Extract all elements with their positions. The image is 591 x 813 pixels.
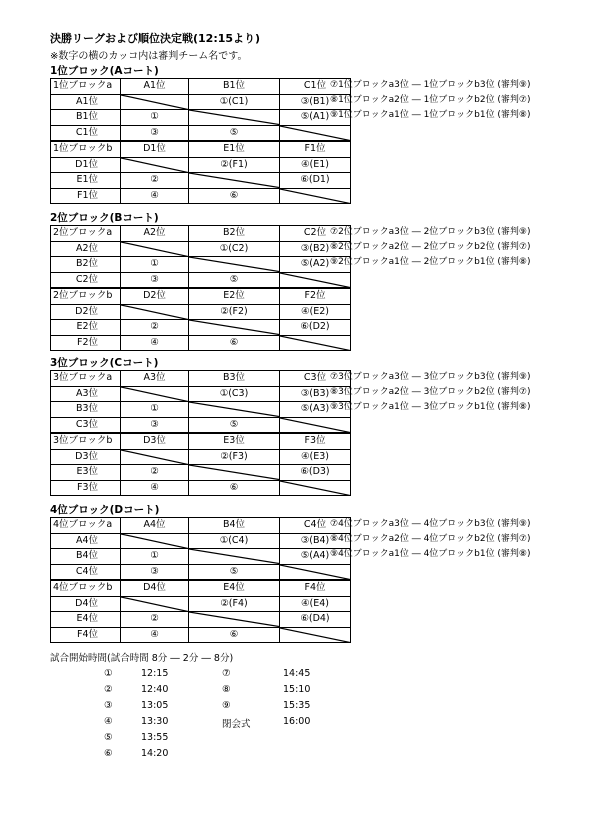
row-header: C3位	[51, 417, 121, 433]
schedule-start-time: 12:15	[141, 668, 169, 679]
table-row	[51, 335, 351, 351]
diagonal-line	[280, 126, 350, 141]
match-cell: ②	[121, 173, 189, 189]
referee-note: ※数字の横のカッコ内は審判チーム名です。	[50, 51, 248, 62]
table-row	[51, 320, 351, 336]
playoff-match-list	[330, 225, 531, 270]
diagonal-cell	[280, 335, 351, 351]
diagonal-line	[121, 534, 188, 549]
row-header: B4位	[51, 549, 121, 565]
schedule-start-time: 15:10	[283, 684, 311, 695]
diagonal-line	[280, 418, 350, 433]
schedule-start-time: 13:05	[141, 700, 169, 711]
playoff-match: ⑨1位ブロックa1位 ― 1位ブロックb1位 (審判⑧)	[330, 110, 531, 120]
playoff-match: ⑦3位ブロックa3位 ― 3位ブロックb3位 (審判⑨)	[330, 372, 531, 382]
table-row	[51, 110, 351, 126]
table-row	[51, 257, 351, 273]
diagonal-cell	[280, 564, 351, 580]
match-cell: ⑤(A3)	[280, 402, 351, 418]
diagonal-cell	[280, 272, 351, 288]
page-title: 決勝リーグおよび順位決定戦(12:15より)	[50, 32, 261, 45]
column-header: B3位	[189, 371, 280, 387]
diagonal-cell	[121, 304, 189, 320]
row-header: B2位	[51, 257, 121, 273]
match-cell: ④(E1)	[280, 157, 351, 173]
group-corner-label: 1位ブロックb	[51, 141, 121, 157]
match-cell: ③	[121, 564, 189, 580]
playoff-match: ⑨2位ブロックa1位 ― 2位ブロックb1位 (審判⑧)	[330, 257, 531, 267]
diagonal-cell	[189, 465, 280, 481]
diagonal-line	[121, 158, 188, 173]
schedule-game-number: ④	[104, 716, 113, 727]
match-cell: ⑥	[189, 335, 280, 351]
block-heading: 2位ブロック(Bコート)	[50, 212, 159, 224]
diagonal-cell	[121, 94, 189, 110]
table-row	[51, 564, 351, 580]
column-header: E1位	[189, 141, 280, 157]
match-cell: ①(C3)	[189, 386, 280, 402]
match-cell: ④	[121, 188, 189, 204]
column-header: A4位	[121, 518, 189, 534]
playoff-match: ⑦1位ブロックa3位 ― 1位ブロックb3位 (審判⑨)	[330, 80, 531, 90]
column-header: E3位	[189, 433, 280, 449]
playoff-match: ⑧4位ブロックa2位 ― 4位ブロックb2位 (審判⑦)	[330, 534, 531, 544]
schedule-game-number: ①	[104, 668, 113, 679]
match-cell: ⑤(A1)	[280, 110, 351, 126]
playoff-match: ⑦2位ブロックa3位 ― 2位ブロックb3位 (審判⑨)	[330, 227, 531, 237]
block-heading: 1位ブロック(Aコート)	[50, 65, 159, 77]
diagonal-cell	[121, 386, 189, 402]
group-header-row	[51, 371, 351, 387]
group-header-row	[51, 288, 351, 304]
group-corner-label: 1位ブロックa	[51, 79, 121, 95]
diagonal-line	[189, 173, 279, 188]
match-cell: ⑥(D2)	[280, 320, 351, 336]
row-header: F4位	[51, 627, 121, 643]
column-header: A2位	[121, 226, 189, 242]
row-header: B3位	[51, 402, 121, 418]
match-cell: ①	[121, 110, 189, 126]
match-cell: ③	[121, 272, 189, 288]
playoff-match: ⑦4位ブロックa3位 ― 4位ブロックb3位 (審判⑨)	[330, 519, 531, 529]
diagonal-line	[189, 110, 279, 125]
diagonal-line	[189, 402, 279, 417]
group-corner-label: 4位ブロックa	[51, 518, 121, 534]
block-heading: 4位ブロック(Dコート)	[50, 504, 160, 516]
diagonal-line	[121, 305, 188, 320]
match-cell: ④(E2)	[280, 304, 351, 320]
match-cell: ①(C4)	[189, 533, 280, 549]
schedule-start-time: 14:45	[283, 668, 311, 679]
diagonal-cell	[121, 157, 189, 173]
column-header: A3位	[121, 371, 189, 387]
playoff-match: ⑨3位ブロックa1位 ― 3位ブロックb1位 (審判⑧)	[330, 402, 531, 412]
column-header: A1位	[121, 79, 189, 95]
column-header: F3位	[280, 433, 351, 449]
diagonal-cell	[121, 241, 189, 257]
row-header: F2位	[51, 335, 121, 351]
match-cell: ③(B2)	[280, 241, 351, 257]
diagonal-line	[121, 387, 188, 402]
row-header: C2位	[51, 272, 121, 288]
table-row	[51, 272, 351, 288]
schedule-game-number: ⑦	[222, 668, 231, 679]
schedule-start-time: 16:00	[283, 716, 311, 727]
column-header: C4位	[280, 518, 351, 534]
table-row	[51, 188, 351, 204]
table-row	[51, 304, 351, 320]
diagonal-line	[189, 549, 279, 564]
row-header: F3位	[51, 480, 121, 496]
block-table	[50, 225, 351, 351]
diagonal-line	[121, 597, 188, 612]
match-cell: ⑤	[189, 417, 280, 433]
match-cell: ⑥(D4)	[280, 612, 351, 628]
match-cell: ①(C1)	[189, 94, 280, 110]
table-row	[51, 449, 351, 465]
diagonal-cell	[121, 533, 189, 549]
diagonal-cell	[280, 627, 351, 643]
match-cell: ②(F2)	[189, 304, 280, 320]
group-corner-label: 2位ブロックb	[51, 288, 121, 304]
column-header: E2位	[189, 288, 280, 304]
table-row	[51, 402, 351, 418]
column-header: C3位	[280, 371, 351, 387]
match-cell: ②	[121, 465, 189, 481]
schedule-start-time: 14:20	[141, 748, 169, 759]
row-header: C4位	[51, 564, 121, 580]
column-header: D3位	[121, 433, 189, 449]
column-header: C2位	[280, 226, 351, 242]
row-header: A2位	[51, 241, 121, 257]
match-cell: ①	[121, 402, 189, 418]
row-header: D1位	[51, 157, 121, 173]
table-row	[51, 94, 351, 110]
table-row	[51, 125, 351, 141]
group-corner-label: 3位ブロックb	[51, 433, 121, 449]
column-header: C1位	[280, 79, 351, 95]
diagonal-line	[189, 465, 279, 480]
playoff-match-list	[330, 370, 531, 415]
table-row	[51, 549, 351, 565]
match-cell: ⑥(D3)	[280, 465, 351, 481]
diagonal-cell	[189, 549, 280, 565]
table-row	[51, 241, 351, 257]
group-corner-label: 2位ブロックa	[51, 226, 121, 242]
row-header: D3位	[51, 449, 121, 465]
column-header: D1位	[121, 141, 189, 157]
match-cell: ⑥	[189, 480, 280, 496]
table-row	[51, 480, 351, 496]
row-header: A1位	[51, 94, 121, 110]
schedule-game-number: ⑤	[104, 732, 113, 743]
match-cell: ④	[121, 627, 189, 643]
diagonal-line	[280, 273, 350, 288]
column-header: B1位	[189, 79, 280, 95]
row-header: A4位	[51, 533, 121, 549]
diagonal-cell	[189, 110, 280, 126]
schedule-game-number: ②	[104, 684, 113, 695]
group-header-row	[51, 580, 351, 596]
diagonal-cell	[189, 402, 280, 418]
table-row	[51, 533, 351, 549]
match-cell: ③	[121, 417, 189, 433]
diagonal-line	[189, 612, 279, 627]
playoff-match-list	[330, 78, 531, 123]
diagonal-cell	[121, 449, 189, 465]
group-corner-label: 3位ブロックa	[51, 371, 121, 387]
column-header: B2位	[189, 226, 280, 242]
group-header-row	[51, 226, 351, 242]
group-header-row	[51, 518, 351, 534]
playoff-match: ⑨4位ブロックa1位 ― 4位ブロックb1位 (審判⑧)	[330, 549, 531, 559]
schedule-heading: 試合開始時間(試合時間 8分 ― 2分 ― 8分)	[50, 653, 234, 664]
playoff-match: ⑧3位ブロックa2位 ― 3位ブロックb2位 (審判⑦)	[330, 387, 531, 397]
match-cell: ⑤(A4)	[280, 549, 351, 565]
group-header-row	[51, 79, 351, 95]
schedule-start-time: 13:30	[141, 716, 169, 727]
match-cell: ⑤	[189, 125, 280, 141]
diagonal-line	[280, 189, 350, 204]
group-header-row	[51, 141, 351, 157]
table-row	[51, 627, 351, 643]
diagonal-cell	[189, 173, 280, 189]
diagonal-cell	[189, 612, 280, 628]
column-header: B4位	[189, 518, 280, 534]
row-header: E4位	[51, 612, 121, 628]
diagonal-line	[121, 95, 188, 110]
match-cell: ⑤(A2)	[280, 257, 351, 273]
match-cell: ②(F3)	[189, 449, 280, 465]
match-cell: ③(B1)	[280, 94, 351, 110]
row-header: A3位	[51, 386, 121, 402]
diagonal-line	[121, 450, 188, 465]
table-row	[51, 596, 351, 612]
table-row	[51, 386, 351, 402]
match-cell: ④	[121, 335, 189, 351]
match-cell: ④(E3)	[280, 449, 351, 465]
row-header: F1位	[51, 188, 121, 204]
schedule-start-time: 12:40	[141, 684, 169, 695]
match-cell: ①	[121, 257, 189, 273]
diagonal-cell	[280, 125, 351, 141]
row-header: D2位	[51, 304, 121, 320]
block-heading: 3位ブロック(Cコート)	[50, 357, 159, 369]
match-cell: ④	[121, 480, 189, 496]
playoff-match: ⑧2位ブロックa2位 ― 2位ブロックb2位 (審判⑦)	[330, 242, 531, 252]
match-cell: ⑥	[189, 188, 280, 204]
column-header: E4位	[189, 580, 280, 596]
column-header: D2位	[121, 288, 189, 304]
block-table	[50, 78, 351, 204]
match-cell: ⑥	[189, 627, 280, 643]
table-row	[51, 465, 351, 481]
column-header: F1位	[280, 141, 351, 157]
group-header-row	[51, 433, 351, 449]
match-cell: ③(B4)	[280, 533, 351, 549]
match-cell: ⑥(D1)	[280, 173, 351, 189]
row-header: B1位	[51, 110, 121, 126]
row-header: E2位	[51, 320, 121, 336]
match-cell: ⑤	[189, 272, 280, 288]
diagonal-line	[280, 565, 350, 580]
diagonal-cell	[280, 188, 351, 204]
schedule-game-number: ⑧	[222, 684, 231, 695]
diagonal-line	[280, 481, 350, 496]
schedule-start-time: 13:55	[141, 732, 169, 743]
block-table	[50, 517, 351, 643]
schedule-game-number: 閉会式	[222, 719, 251, 730]
match-cell: ②	[121, 612, 189, 628]
match-cell: ②(F4)	[189, 596, 280, 612]
match-cell: ②(F1)	[189, 157, 280, 173]
group-corner-label: 4位ブロックb	[51, 580, 121, 596]
playoff-match: ⑧1位ブロックa2位 ― 1位ブロックb2位 (審判⑦)	[330, 95, 531, 105]
table-row	[51, 173, 351, 189]
diagonal-cell	[121, 596, 189, 612]
column-header: F2位	[280, 288, 351, 304]
row-header: C1位	[51, 125, 121, 141]
match-cell: ③(B3)	[280, 386, 351, 402]
diagonal-line	[121, 242, 188, 257]
row-header: E3位	[51, 465, 121, 481]
table-row	[51, 157, 351, 173]
diagonal-cell	[189, 257, 280, 273]
diagonal-cell	[280, 417, 351, 433]
match-cell: ①	[121, 549, 189, 565]
diagonal-cell	[280, 480, 351, 496]
match-cell: ①(C2)	[189, 241, 280, 257]
match-cell: ②	[121, 320, 189, 336]
row-header: D4位	[51, 596, 121, 612]
schedule-game-number: ③	[104, 700, 113, 711]
row-header: E1位	[51, 173, 121, 189]
diagonal-cell	[189, 320, 280, 336]
match-cell: ③	[121, 125, 189, 141]
match-cell: ⑤	[189, 564, 280, 580]
diagonal-line	[189, 257, 279, 272]
playoff-match-list	[330, 517, 531, 562]
schedule-game-number: ⑨	[222, 700, 231, 711]
column-header: D4位	[121, 580, 189, 596]
block-table	[50, 370, 351, 496]
column-header: F4位	[280, 580, 351, 596]
schedule-start-time: 15:35	[283, 700, 311, 711]
diagonal-line	[280, 336, 350, 351]
table-row	[51, 612, 351, 628]
schedule-game-number: ⑥	[104, 748, 113, 759]
table-row	[51, 417, 351, 433]
diagonal-line	[189, 320, 279, 335]
diagonal-line	[280, 628, 350, 643]
match-cell: ④(E4)	[280, 596, 351, 612]
